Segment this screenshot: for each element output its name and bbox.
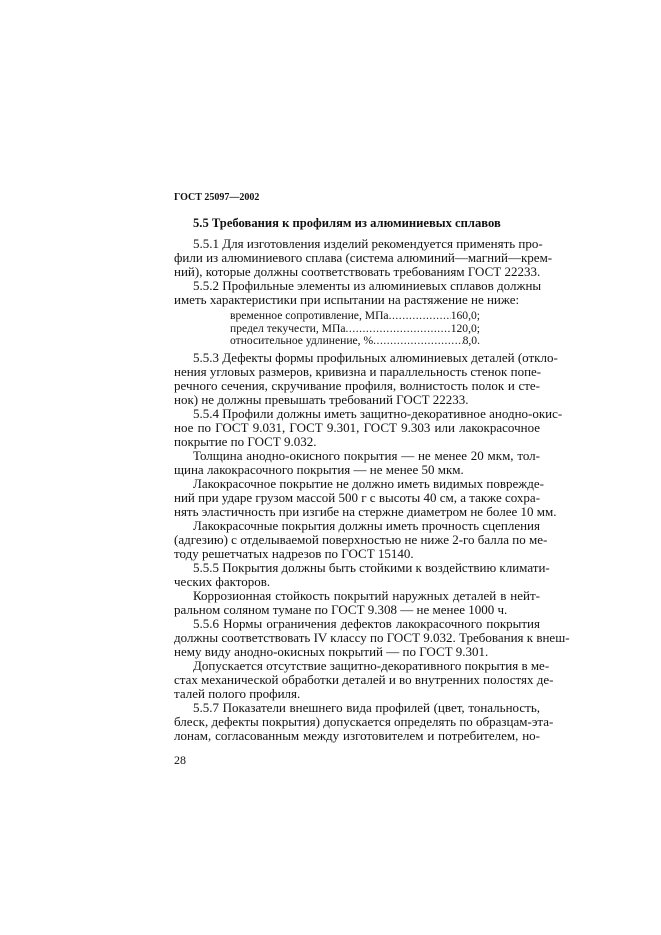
text-line: талей полого профиля. xyxy=(174,685,301,701)
text-line: ральном соляном тумане по ГОСТ 9.308 — не менее 1000 ч. xyxy=(174,601,508,617)
text-line: 5.5.5 Покрытия должны быть стойкими к воздействию климати- xyxy=(193,559,550,575)
text-line: нения угловых размеров, кривизна и параллельность стенок попе- xyxy=(174,363,542,379)
paragraph xyxy=(174,657,554,701)
text-line: щина лакокрасочного покрытия — не менее 50 мкм. xyxy=(174,461,464,477)
text-line: тоду решетчатых надрезов по ГОСТ 15140. xyxy=(174,545,414,561)
spec-value: 160,0; xyxy=(450,309,480,322)
paragraph xyxy=(174,279,540,307)
spec-value: 8,0. xyxy=(462,334,480,347)
text-line: Лакокрасочные покрытия должны иметь прочность сцепления xyxy=(193,517,540,533)
spec-label: относительное удлинение, % xyxy=(230,334,374,347)
text-line: нять эластичность при изгибе на стержне диаметром не более 10 мм. xyxy=(174,503,557,519)
paragraph xyxy=(174,449,540,477)
text-line: фили из алюминиевого сплава (система алюминий—магний—крем- xyxy=(174,250,553,265)
text-line: иметь характеристики при испытании на растяжение не ниже: xyxy=(174,292,520,307)
paragraph xyxy=(174,699,554,743)
text-line: ний), которые должны соответствовать требованиям ГОСТ 22233. xyxy=(174,264,541,279)
paragraphs xyxy=(174,236,570,743)
paragraph xyxy=(174,405,563,449)
text-line: (адгезию) с отделываемой поверхностью не ниже 2-го балла по ме- xyxy=(174,531,548,547)
mechanical-properties-list xyxy=(230,310,480,348)
paragraph xyxy=(174,517,548,561)
text-line: речного сечения, скручивание профиля, волнистость полок и сте- xyxy=(174,377,540,393)
spec-label: временное сопротивление, МПа xyxy=(230,309,389,322)
text-line: стах механической обработки деталей и во внутренних полостях де- xyxy=(174,671,554,687)
spec-row xyxy=(230,335,480,348)
text-line: ное по ГОСТ 9.031, ГОСТ 9.301, ГОСТ 9.303 или лакокрасочное xyxy=(174,419,540,435)
text-line: 5.5.1 Для изготовления изделий рекомендуется применять про- xyxy=(193,236,543,251)
paragraph xyxy=(174,615,570,659)
text-line: 5.5.6 Нормы ограничения дефектов лакокрасочного покрытия xyxy=(193,615,540,631)
spec-value: 120,0; xyxy=(450,321,480,335)
text-line: ческих факторов. xyxy=(174,573,271,589)
text-line: нему виду анодно-окисных покрытий — по ГОСТ 9.301. xyxy=(174,643,489,659)
text-line: 5.5.3 Дефекты формы профильных алюминиевых деталей (откло- xyxy=(193,349,558,365)
text-line: Толщина анодно-окисного покрытия — не менее 20 мкм, тол- xyxy=(193,447,540,463)
text-line: блеск, дефекты покрытия) допускается определять по образцам-эта- xyxy=(174,713,554,729)
text-line: нок) не должны превышать требований ГОСТ 22233. xyxy=(174,391,469,407)
text-line: 5.5.2 Профильные элементы из алюминиевых сплавов должны xyxy=(193,278,542,293)
text-line: ний при ударе грузом массой 500 г с высоты 40 см, а также сохра- xyxy=(174,489,541,505)
text-line: Коррозионная стойкость покрытий наружных деталей в нейт- xyxy=(193,587,540,603)
document-header: ГОСТ 25097—2002 xyxy=(174,192,260,203)
paragraph xyxy=(174,475,557,519)
spec-row xyxy=(230,310,480,323)
text-line: лонам, согласованным между изготовителем и потребителем, но- xyxy=(174,727,540,743)
text-line: 5.5.7 Показатели внешнего вида профилей (цвет, тональность, xyxy=(193,699,540,715)
section-title: 5.5 Требования к профилям из алюминиевых сплавов xyxy=(193,216,501,230)
page-number: 28 xyxy=(174,752,186,767)
document-body xyxy=(174,236,570,767)
text-line: 5.5.4 Профили должны иметь защитно-декоративное анодно-окис- xyxy=(193,405,563,421)
dot-leader xyxy=(373,335,462,348)
paragraph xyxy=(174,236,553,279)
paragraph xyxy=(174,559,550,589)
paragraph xyxy=(174,349,558,407)
text-line: покрытие по ГОСТ 9.032. xyxy=(174,433,317,449)
text-line: должны соответствовать IV классу по ГОСТ 9.032. Требования к внеш- xyxy=(174,629,570,645)
text-line: Допускается отсутствие защитно-декоративного покрытия в ме- xyxy=(193,657,550,673)
spec-label: предел текучести, МПа xyxy=(230,321,346,335)
dot-leader xyxy=(389,310,451,323)
text-line: Лакокрасочное покрытие не должно иметь видимых поврежде- xyxy=(193,475,544,491)
paragraph xyxy=(174,589,540,617)
